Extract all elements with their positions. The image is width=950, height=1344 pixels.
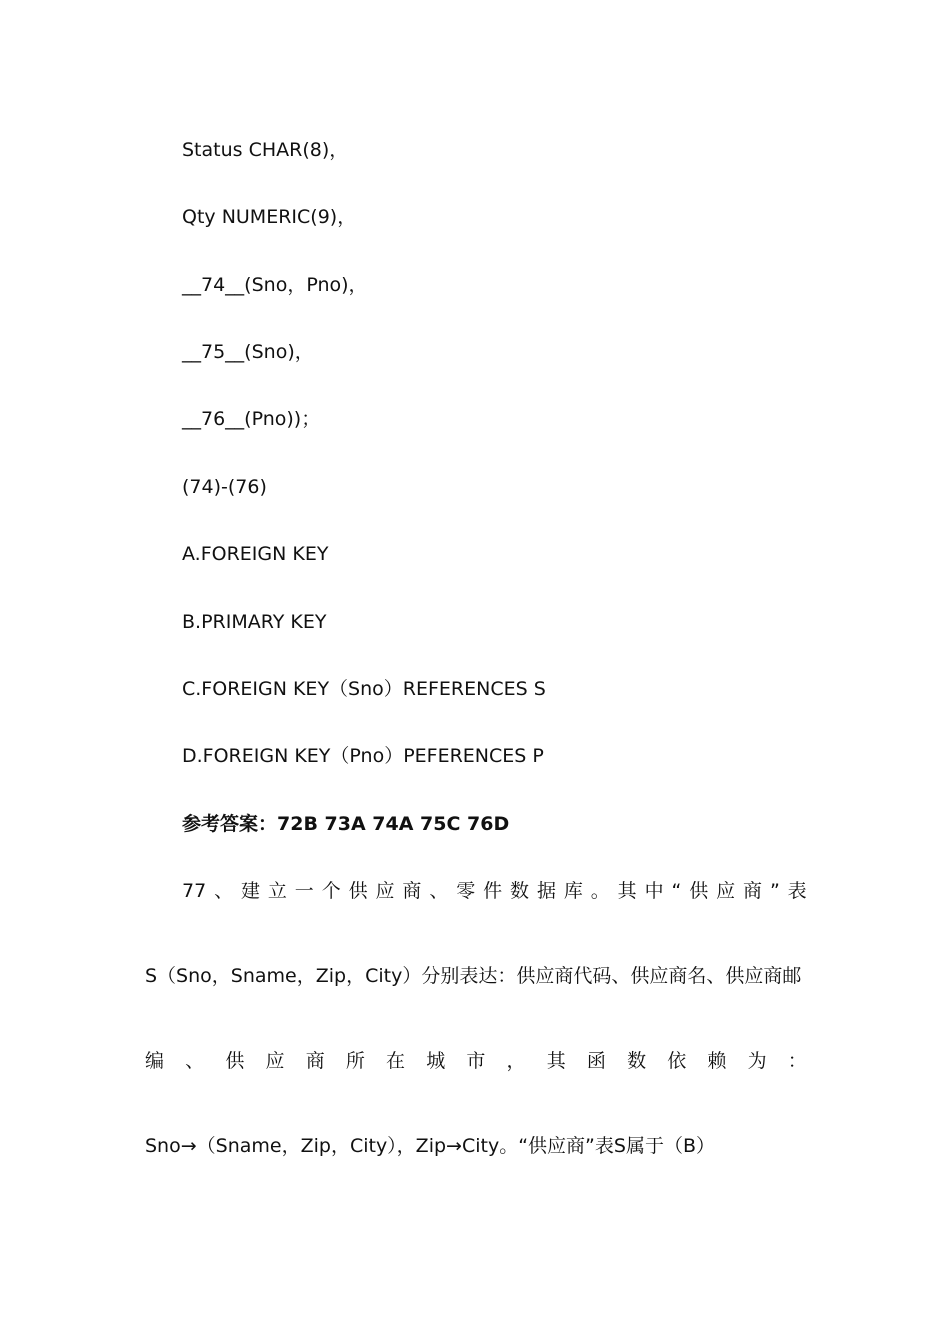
question-77-line-1 bbox=[182, 878, 807, 904]
code-line-blank-75: __75__(Sno)， bbox=[182, 341, 314, 363]
text-segment: 77 bbox=[182, 880, 207, 902]
code-line-qty: Qty NUMERIC(9)， bbox=[182, 206, 357, 228]
text-segment: 零 bbox=[456, 880, 476, 902]
text-segment: ： bbox=[787, 1050, 807, 1072]
text-segment: 、 bbox=[185, 1050, 205, 1072]
text-segment: 、 bbox=[429, 880, 449, 902]
text-segment: ， bbox=[506, 1050, 526, 1072]
text-segment: 应 bbox=[265, 1050, 285, 1072]
code-line-blank-76: __76__(Pno))； bbox=[182, 408, 321, 430]
code-line-blank-74: __74__(Sno，Pno)， bbox=[182, 274, 368, 296]
question-77-line-2: S（Sno，Sname，Zip，City）分别表达：供应商代码、供应商名、供应商邮 bbox=[145, 965, 802, 987]
text-segment: 商 bbox=[305, 1050, 325, 1072]
text-segment: 建 bbox=[240, 880, 260, 902]
text-segment: 应 bbox=[716, 880, 736, 902]
text-segment: 依 bbox=[667, 1050, 687, 1072]
text-segment: 在 bbox=[386, 1050, 406, 1072]
text-segment: 商 bbox=[743, 880, 763, 902]
text-segment: “ bbox=[671, 880, 682, 902]
option-b: B.PRIMARY KEY bbox=[182, 611, 327, 633]
text-segment: 市 bbox=[466, 1050, 486, 1072]
text-segment: 编 bbox=[145, 1050, 165, 1072]
text-segment: 为 bbox=[747, 1050, 767, 1072]
text-segment: 所 bbox=[345, 1050, 365, 1072]
text-segment: 数 bbox=[510, 880, 530, 902]
text-segment: 其 bbox=[617, 880, 637, 902]
text-segment: 应 bbox=[375, 880, 395, 902]
text-segment: 表 bbox=[787, 880, 807, 902]
code-line-status: Status CHAR(8)， bbox=[182, 139, 349, 161]
text-segment: 立 bbox=[267, 880, 287, 902]
text-segment: 数 bbox=[627, 1050, 647, 1072]
text-segment: ” bbox=[769, 880, 780, 902]
text-segment: 商 bbox=[402, 880, 422, 902]
option-c: C.FOREIGN KEY（Sno）REFERENCES S bbox=[182, 678, 546, 700]
text-segment: 中 bbox=[644, 880, 664, 902]
text-segment: 一 bbox=[294, 880, 314, 902]
option-d: D.FOREIGN KEY（Pno）PEFERENCES P bbox=[182, 745, 544, 767]
text-segment: 、 bbox=[214, 880, 234, 902]
text-segment: 其 bbox=[546, 1050, 566, 1072]
text-segment: 供 bbox=[689, 880, 709, 902]
text-segment: 赖 bbox=[707, 1050, 727, 1072]
question-77-line-3 bbox=[145, 1048, 807, 1074]
question-77-line-4: Sno→（Sname，Zip，City），Zip→City。“供应商”表S属于（B） bbox=[145, 1135, 715, 1157]
text-segment: 。 bbox=[590, 880, 610, 902]
reference-answer: 参考答案：72B 73A 74A 75C 76D bbox=[182, 813, 510, 835]
text-segment: 据 bbox=[536, 880, 556, 902]
question-range-label: (74)-(76) bbox=[182, 476, 267, 498]
option-a: A.FOREIGN KEY bbox=[182, 543, 329, 565]
text-segment: 库 bbox=[563, 880, 583, 902]
text-segment: 城 bbox=[426, 1050, 446, 1072]
text-segment: 个 bbox=[321, 880, 341, 902]
text-segment: 件 bbox=[483, 880, 503, 902]
text-segment: 供 bbox=[348, 880, 368, 902]
text-segment: 供 bbox=[225, 1050, 245, 1072]
text-segment: 函 bbox=[586, 1050, 606, 1072]
